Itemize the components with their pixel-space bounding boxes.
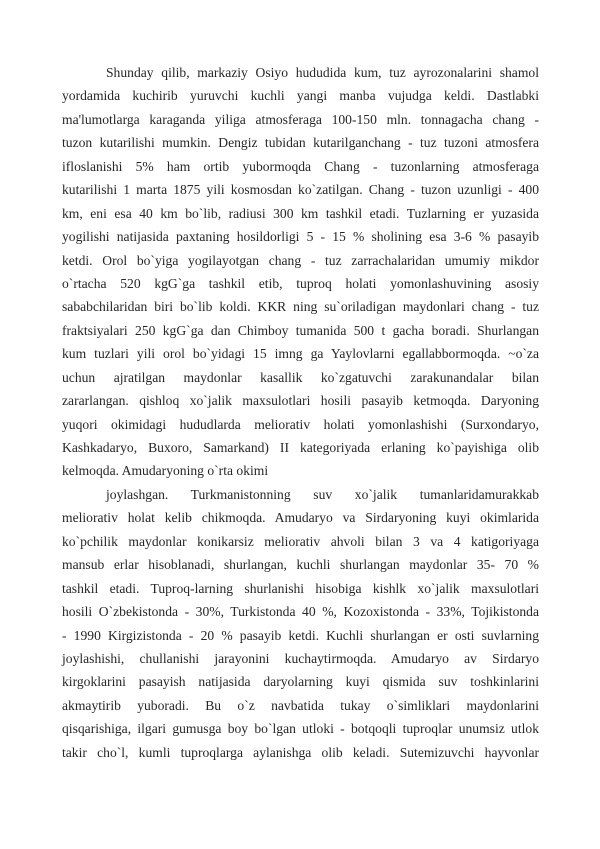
text-line: fraktsiyalari 250 kgG`ga dan Chimboy tumanida 500 t gacha boradi. Shurlangan bbox=[62, 322, 539, 338]
text-line: kirgoklarini pasayish natijasida daryolarning kuyi qismida suv toshkinlarini bbox=[62, 674, 539, 690]
text-line: km, eni esa 40 km bo`lib, radiusi 300 km tashkil etadi. Tuzlarning er yuzasida bbox=[62, 205, 539, 221]
text-line: uchun ajratilgan maydonlar kasallik ko`zgatuvchi zarakunandalar bilan bbox=[62, 369, 539, 385]
body-text bbox=[62, 61, 539, 764]
text-line: tashkil etadi. Tuproq-larning shurlanishi hisobiga kishlk xo`jalik maxsulotlari bbox=[62, 580, 539, 596]
text-line: mansub erlar hisoblanadi, shurlangan, kuchli shurlangan maydonlar 35- 70 % bbox=[62, 557, 539, 573]
text-line: o`rtacha 520 kgG`ga tashkil etib, tuproq holati yomonlashuvining asosiy bbox=[62, 275, 539, 291]
text-line: ko`pchilik maydonlar konikarsiz meliorativ ahvoli bilan 3 va 4 katigoriyaga bbox=[62, 533, 539, 549]
text-line: Kashkadaryo, Buxoro, Samarkand) II kategoriyada erlaning ko`payishiga olib bbox=[62, 440, 539, 455]
text-line: joylashishi, chullanishi jarayonini kuchaytirmoqda. Amudaryo av Sirdaryo bbox=[62, 650, 539, 666]
text-line: takir cho`l, kumli tuproqlarga aylanishga olib keladi. Sutemizuvchi hayvonlar bbox=[62, 744, 539, 760]
text-line: ketdi. Orol bo`yiga yogilayotgan chang - tuz zarrachalaridan umumiy mikdor bbox=[62, 252, 539, 268]
text-line: yogilishi natijasida paxtaning hosildorligi 5 - 15 % sholining esa 3-6 % pasayib bbox=[62, 229, 539, 245]
text-line: yuqori okimidagi hududlarda meliorativ holati yomonlashishi (Surxondaryo, bbox=[62, 416, 539, 432]
text-line: qisqarishiga, ilgari gumusga boy bo`lgan utloki - botqoqli tuproqlar unumsiz utlok bbox=[62, 721, 539, 737]
text-line: kelmoqda. Amudaryoning o`rta okimi bbox=[62, 463, 269, 479]
text-line: tuzon kutarilishi mumkin. Dengiz tubidan kutarilganchang - tuz tuzoni atmosfera bbox=[62, 135, 539, 151]
text-line: kutarilishi 1 marta 1875 yili kosmosdan ko`zatilgan. Chang - tuzon uzunligi - 400 bbox=[62, 182, 539, 198]
text-line: sababchilaridan biri bo`lib koldi. KKR ning su`oriladigan maydonlari chang - tuz bbox=[62, 299, 539, 315]
text-line: zararlangan. qishloq xo`jalik maxsulotlari hosili pasayib ketmoqda. Daryoning bbox=[62, 393, 539, 409]
text-line: hosili O`zbekistonda - 30%, Turkistonda 40 %, Kozoxistonda - 33%, Tojikistonda bbox=[62, 604, 539, 620]
text-line: yordamida kuchirib yuruvchi kuchli yangi manba vujudga keldi. Dastlabki bbox=[62, 88, 539, 104]
text-line: meliorativ holat kelib chikmoqda. Amudaryo va Sirdaryoning kuyi okimlarida bbox=[62, 510, 539, 526]
text-line: - 1990 Kirgizistonda - 20 % pasayib ketdi. Kuchli shurlangan er osti suvlarning bbox=[62, 627, 539, 643]
text-line: joylashgan. Turkmanistonning suv xo`jalik tumanlaridamurakkab bbox=[106, 486, 539, 502]
text-line: akmaytirib yuboradi. Bu o`z navbatida tukay o`simliklari maydonlarini bbox=[62, 697, 539, 713]
text-line: ifloslanishi 5% ham ortib yubormoqda Chang - tuzonlarning atmosferaga bbox=[62, 158, 539, 174]
text-line: kum tuzlari yili orol bo`yidagi 15 imng ga Yaylovlarni egallabbormoqda. ~o`za bbox=[62, 346, 539, 362]
text-line: Shunday qilib, markaziy Osiyo hududida kum, tuz ayrozonalarini shamol bbox=[106, 65, 539, 80]
text-line: ma'lumotlarga karaganda yiliga atmosferaga 100-150 mln. tonnagacha chang - bbox=[62, 111, 539, 127]
